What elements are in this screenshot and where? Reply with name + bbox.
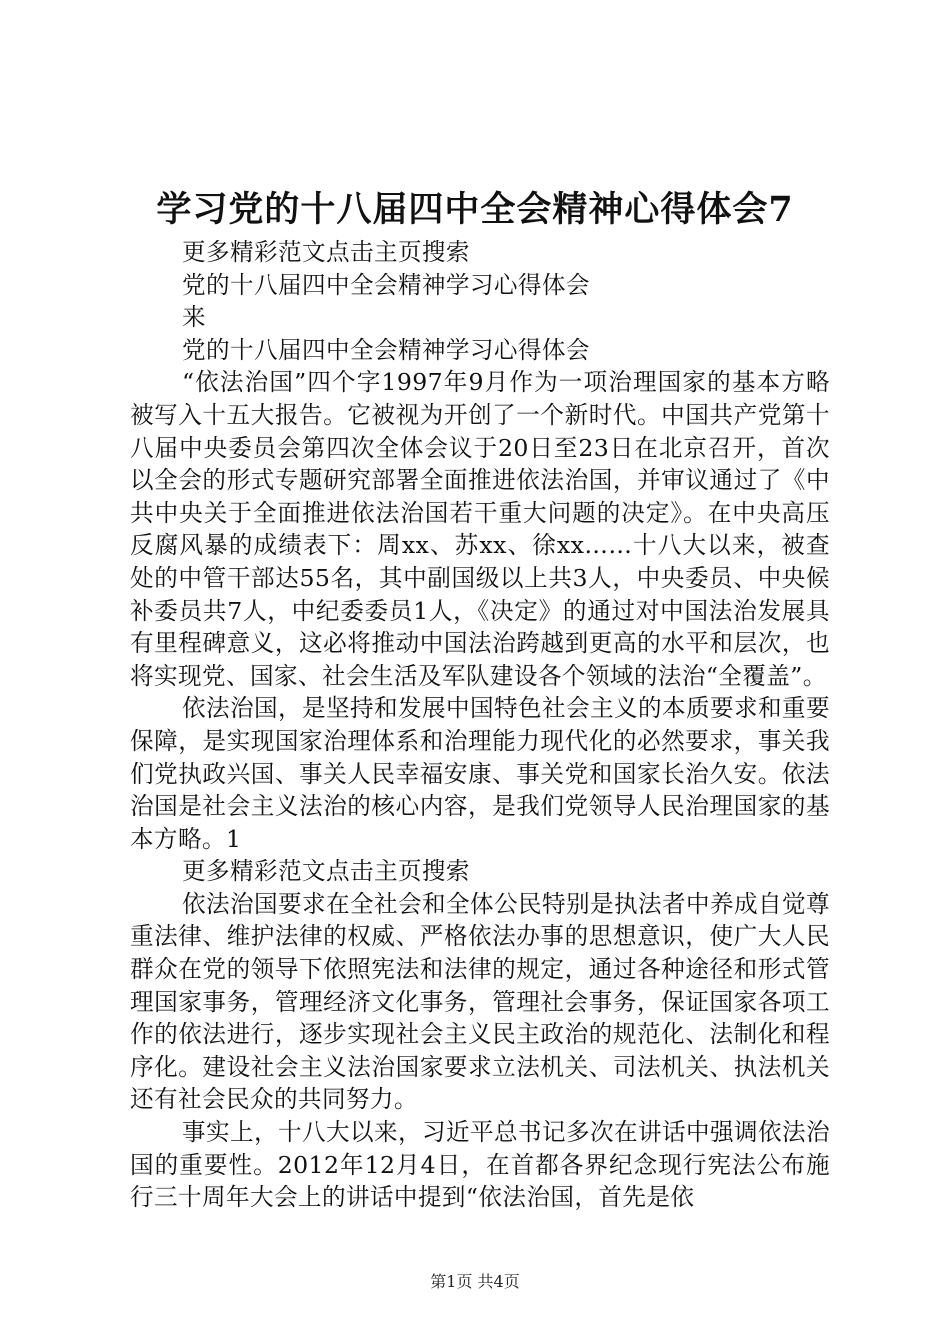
source-line: 来 (182, 303, 206, 332)
paragraph: 依法治国要求在全社会和全体公民特别是执法者中养成自觉尊重法律、维护法律的权威、严格依法办事的思想意识，使广大人民群众在党的领导下依照宪法和法律的规定，通过各种途径和形式管理国家事务，管理经济文化事务，管理社会事务，保证国家各项工作的依法进行，逐步实现社会主义民主政治的规范化、法制化和程序化。建设社会主义法治国家要求立法机关、司法机关、执法机关还有社会民众的共同努力。 (130, 889, 830, 1114)
paragraph: 依法治国，是坚持和发展中国特色社会主义的本质要求和重要保障，是实现国家治理体系和治理能力现代化的必然要求，事关我们党执政兴国、事关人民幸福安康、事关党和国家长治久安。依法治国是社会主义法治的核心内容，是我们党领导人民治理国家的基本方略。1 (130, 694, 830, 853)
subtitle-line: 党的十八届四中全会精神学习心得体会 (182, 335, 590, 364)
document-title: 学习党的十八届四中全会精神心得体会7 (156, 189, 794, 230)
paragraph: “依法治国”四个字1997年9月作为一项治理国家的基本方略被写入十五大报告。它被视为开创了一个新时代。中国共产党第十八届中央委员会第四次全体会议于20日至23日在北京召开，首次以全会的形式专题研究部署全面推进依法治国，并审议通过了《中共中央关于全面推进依法治国若干重大问题的决定》。在中央高压反腐风暴的成绩表下：周xx、苏xx、徐xx……十八大以来，被查处的中管干部达55名，其中副国级以上共3人，中央委员、中央候补委员共7人，中纪委委员1人，《决定》的通过对中国法治发展具有里程碑意义，这必将推动中国法治跨越到更高的水平和层次，也将实现党、国家、社会生活及军队建设各个领域的法治“全覆盖”。 (130, 368, 830, 690)
promo-line: 更多精彩范文点击主页搜索 (182, 857, 470, 886)
page-footer: 第1页 共4页 (430, 1272, 520, 1291)
document-body (130, 236, 830, 1214)
subtitle-line: 党的十八届四中全会精神学习心得体会 (182, 270, 590, 299)
paragraph: 事实上，十八大以来，习近平总书记多次在讲话中强调依法治国的重要性。2012年12月4日，在首都各界纪念现行宪法公布施行三十周年大会上的讲话中提到“依法治国，首先是依 (130, 1118, 830, 1212)
promo-line: 更多精彩范文点击主页搜索 (182, 238, 470, 266)
